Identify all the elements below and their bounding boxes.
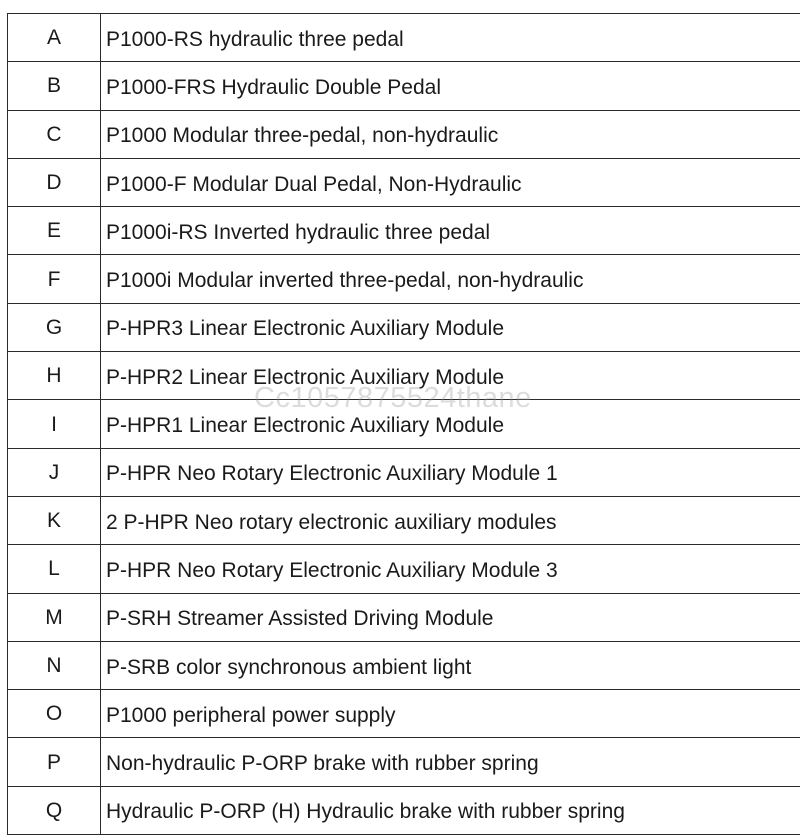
table-row <box>8 738 800 786</box>
table-row <box>8 303 800 351</box>
option-code[interactable]: C <box>8 110 101 158</box>
table-row <box>8 593 800 641</box>
option-code[interactable]: G <box>8 303 101 351</box>
option-description[interactable]: P1000i Modular inverted three-pedal, non-hydraulic <box>101 255 800 303</box>
option-description[interactable]: Non-hydraulic P-ORP brake with rubber spring <box>101 738 800 786</box>
option-code[interactable]: A <box>8 14 101 62</box>
option-description[interactable]: P1000-RS hydraulic three pedal <box>101 14 800 62</box>
option-code[interactable]: I <box>8 400 101 448</box>
option-code[interactable]: O <box>8 690 101 738</box>
table-row <box>8 110 800 158</box>
option-code[interactable]: E <box>8 207 101 255</box>
option-description[interactable]: P1000-FRS Hydraulic Double Pedal <box>101 62 800 110</box>
option-description[interactable]: P-HPR1 Linear Electronic Auxiliary Module <box>101 400 800 448</box>
option-code[interactable]: F <box>8 255 101 303</box>
option-description[interactable]: P-HPR3 Linear Electronic Auxiliary Module <box>101 303 800 351</box>
table-row <box>8 62 800 110</box>
options-table <box>7 13 800 835</box>
table-row <box>8 207 800 255</box>
table-row <box>8 641 800 689</box>
watermark: Cc1057875524thane <box>254 382 532 415</box>
option-description[interactable]: Hydraulic P-ORP (H) Hydraulic brake with rubber spring <box>101 786 800 834</box>
option-code[interactable]: K <box>8 496 101 544</box>
option-code[interactable]: M <box>8 593 101 641</box>
option-description[interactable]: 2 P-HPR Neo rotary electronic auxiliary modules <box>101 496 800 544</box>
option-description[interactable]: P-SRH Streamer Assisted Driving Module <box>101 593 800 641</box>
table-row <box>8 255 800 303</box>
option-code[interactable]: J <box>8 448 101 496</box>
table-row <box>8 545 800 593</box>
option-description[interactable]: P1000-F Modular Dual Pedal, Non-Hydraulic <box>101 158 800 206</box>
table-row <box>8 690 800 738</box>
option-code[interactable]: B <box>8 62 101 110</box>
option-code[interactable]: H <box>8 352 101 400</box>
table-row <box>8 158 800 206</box>
table-row <box>8 496 800 544</box>
table-row <box>8 786 800 834</box>
table-row <box>8 448 800 496</box>
option-description[interactable]: P-HPR Neo Rotary Electronic Auxiliary Module 1 <box>101 448 800 496</box>
option-description[interactable]: P-HPR2 Linear Electronic Auxiliary Module <box>101 352 800 400</box>
option-code[interactable]: N <box>8 641 101 689</box>
table-row <box>8 14 800 62</box>
option-code[interactable]: P <box>8 738 101 786</box>
option-description[interactable]: P1000i-RS Inverted hydraulic three pedal <box>101 207 800 255</box>
table-row <box>8 352 800 400</box>
option-description[interactable]: P1000 peripheral power supply <box>101 690 800 738</box>
option-description[interactable]: P-SRB color synchronous ambient light <box>101 641 800 689</box>
option-description[interactable]: P1000 Modular three-pedal, non-hydraulic <box>101 110 800 158</box>
option-code[interactable]: L <box>8 545 101 593</box>
table-row <box>8 400 800 448</box>
option-code[interactable]: Q <box>8 786 101 834</box>
option-code[interactable]: D <box>8 158 101 206</box>
option-description[interactable]: P-HPR Neo Rotary Electronic Auxiliary Module 3 <box>101 545 800 593</box>
